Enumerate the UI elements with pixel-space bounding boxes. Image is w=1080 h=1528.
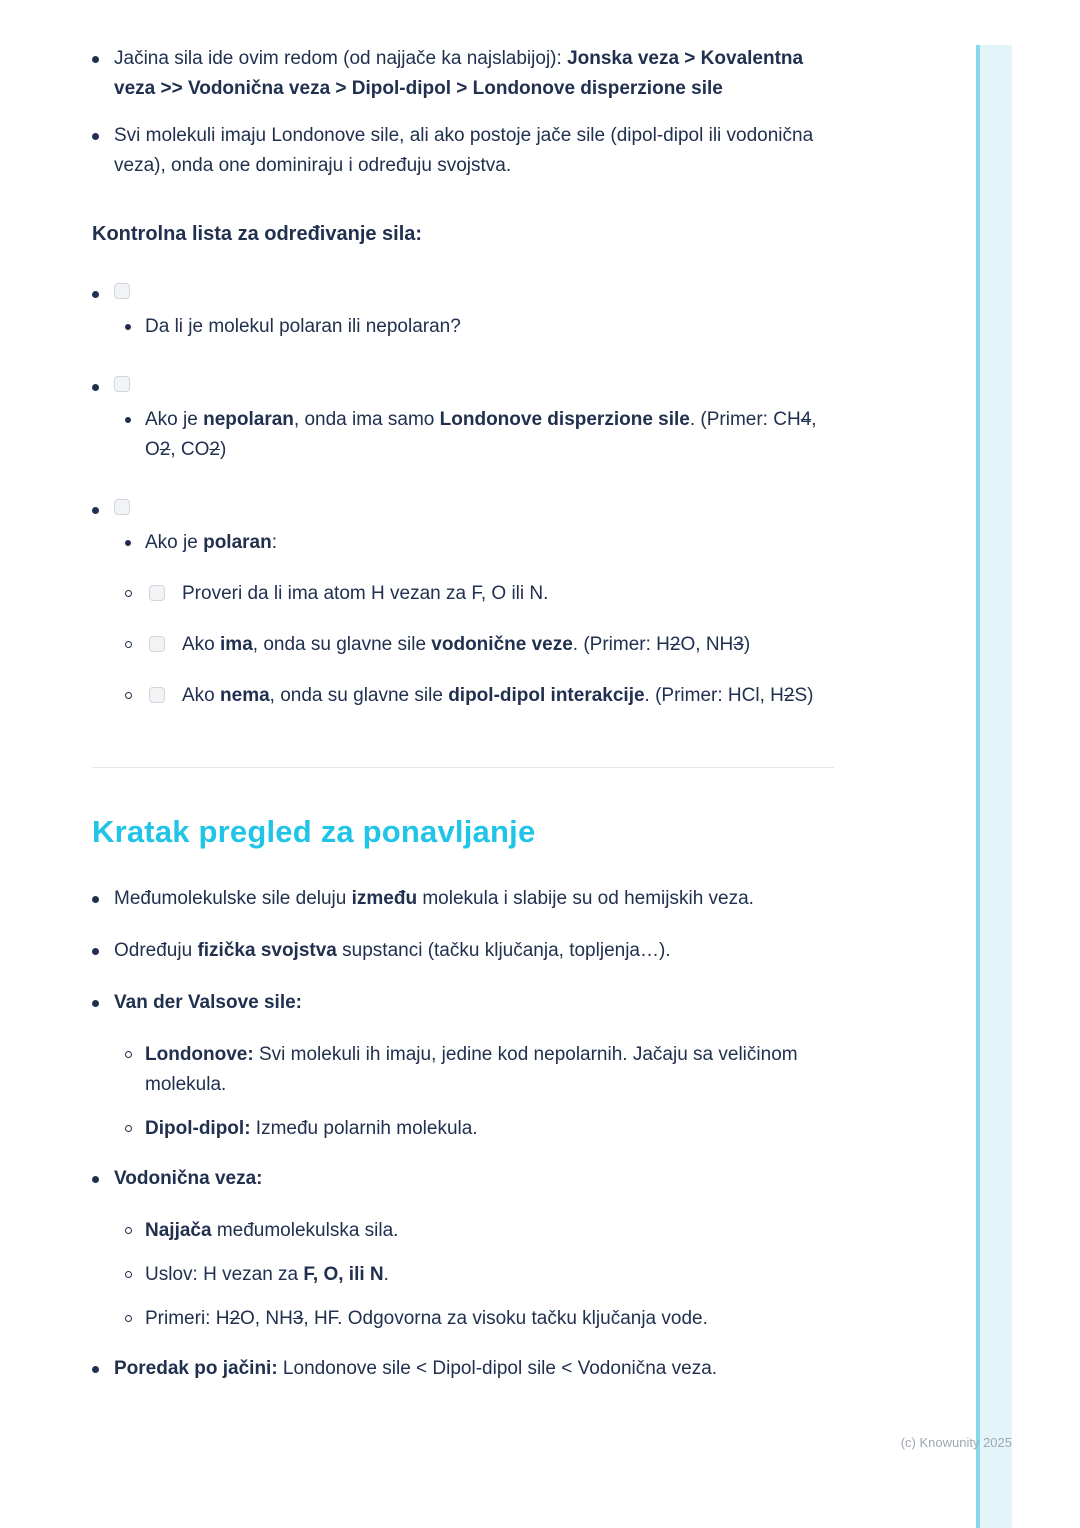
bullet-item <box>92 884 834 914</box>
bullet-icon <box>92 1366 99 1373</box>
bullet-text: Van der Valsove sile: <box>114 992 302 1013</box>
bullet-item <box>92 121 834 181</box>
checklist-item-text: Ako je polaran: <box>145 532 277 553</box>
bullet-icon <box>92 133 99 140</box>
bullet-item <box>92 44 834 104</box>
sub-bullet-text: Uslov: H vezan za F, O, ili N. <box>145 1264 389 1285</box>
bullet-item <box>92 1164 834 1194</box>
bullet-icon <box>125 417 131 423</box>
circle-bullet-icon <box>125 692 132 699</box>
bullet-icon <box>125 540 131 546</box>
checkbox-icon[interactable] <box>114 283 130 299</box>
bullet-icon <box>125 324 131 330</box>
bullet-item <box>92 1354 834 1384</box>
bullet-item <box>92 936 834 966</box>
bullet-icon <box>92 948 99 955</box>
circle-bullet-icon <box>125 641 132 648</box>
bullet-icon <box>92 291 99 298</box>
bullet-text: Vodonična veza: <box>114 1168 263 1189</box>
bullet-icon <box>92 507 99 514</box>
bullet-icon <box>92 896 99 903</box>
sub-bullet-item <box>125 1304 834 1334</box>
review-sublist <box>125 1040 834 1144</box>
bullet-text: Međumolekulske sile deluju između molekula i slabije su od hemijskih veza. <box>114 888 754 909</box>
checklist-subitem <box>125 579 834 609</box>
checklist-item-text: Da li je molekul polaran ili nepolaran? <box>145 316 461 337</box>
document-content <box>92 44 834 1406</box>
circle-bullet-icon <box>125 1315 132 1322</box>
checklist-subitem-text: Ako ima, onda su glavne sile vodonične veze. (Primer: H2O, NH3) <box>182 634 751 655</box>
checklist-item-text: Ako je nepolaran, onda ima samo Londonove disperzione sile. (Primer: CH4, O2, CO2) <box>145 409 817 460</box>
checklist-item-text-row <box>125 312 834 342</box>
bullet-icon <box>92 1176 99 1183</box>
circle-bullet-icon <box>125 590 132 597</box>
right-accent-strip <box>976 45 1012 1528</box>
bullet-icon <box>92 384 99 391</box>
credit-text: (c) Knowunity 2025 <box>900 1435 1012 1450</box>
sub-bullet-item <box>125 1260 834 1290</box>
circle-bullet-icon <box>125 1271 132 1278</box>
checkbox-icon[interactable] <box>149 636 165 652</box>
sub-bullet-text: Primeri: H2O, NH3, HF. Odgovorna za visoku tačku ključanja vode. <box>145 1308 708 1329</box>
checkbox-row <box>92 372 834 392</box>
checklist-item <box>92 279 834 342</box>
bullet-text: Jačina sila ide ovim redom (od najjače ka najslabijoj): Jonska veza > Kovalentna veza >> Vodonična veza > Dipol-dipol > Londonove disperzione sile <box>114 48 804 99</box>
checkbox-icon[interactable] <box>114 376 130 392</box>
checklist-subitem <box>125 630 834 660</box>
checkbox-row <box>92 279 834 299</box>
bullet-icon <box>92 1000 99 1007</box>
checklist-subitem-text: Proveri da li ima atom H vezan za F, O ili N. <box>182 583 549 604</box>
review-heading: Kratak pregled za ponavljanje <box>92 814 536 849</box>
review-section <box>92 884 834 1384</box>
checklist-item-text-row <box>125 528 834 558</box>
checklist-item <box>92 372 834 465</box>
checklist-subitem <box>125 681 834 711</box>
sub-bullet-text: Dipol-dipol: Između polarnih molekula. <box>145 1118 478 1139</box>
checklist-subitem-text: Ako nema, onda su glavne sile dipol-dipol interakcije. (Primer: HCl, H2S) <box>182 685 814 706</box>
section-divider <box>92 767 834 768</box>
checkbox-icon[interactable] <box>149 585 165 601</box>
checkbox-icon[interactable] <box>149 687 165 703</box>
bullet-text: Određuju fizička svojstva supstanci (tačku ključanja, topljenja…). <box>114 940 671 961</box>
circle-bullet-icon <box>125 1125 132 1132</box>
bullet-text: Svi molekuli imaju Londonove sile, ali ako postoje jače sile (dipol-dipol ili vodonična veza), onda one dominiraju i određuju svojstva. <box>114 125 814 176</box>
sub-bullet-item <box>125 1216 834 1246</box>
checkbox-icon[interactable] <box>114 499 130 515</box>
circle-bullet-icon <box>125 1051 132 1058</box>
bullet-item <box>92 988 834 1018</box>
sub-bullet-item <box>125 1114 834 1144</box>
bullet-text: Poredak po jačini: Londonove sile < Dipol-dipol sile < Vodonična veza. <box>114 1358 718 1379</box>
review-sublist <box>125 1216 834 1334</box>
sub-bullet-text: Najjača međumolekulska sila. <box>145 1220 399 1241</box>
bullet-icon <box>92 56 99 63</box>
circle-bullet-icon <box>125 1227 132 1234</box>
sub-bullet-text: Londonove: Svi molekuli ih imaju, jedine kod nepolarnih. Jačaju sa veličinom molekula. <box>145 1044 798 1095</box>
checklist-heading: Kontrolna lista za određivanje sila: <box>92 223 423 245</box>
checklist-item <box>92 495 834 711</box>
checklist-item-text-row <box>125 405 834 465</box>
checkbox-row <box>92 495 834 515</box>
sub-bullet-item <box>125 1040 834 1100</box>
